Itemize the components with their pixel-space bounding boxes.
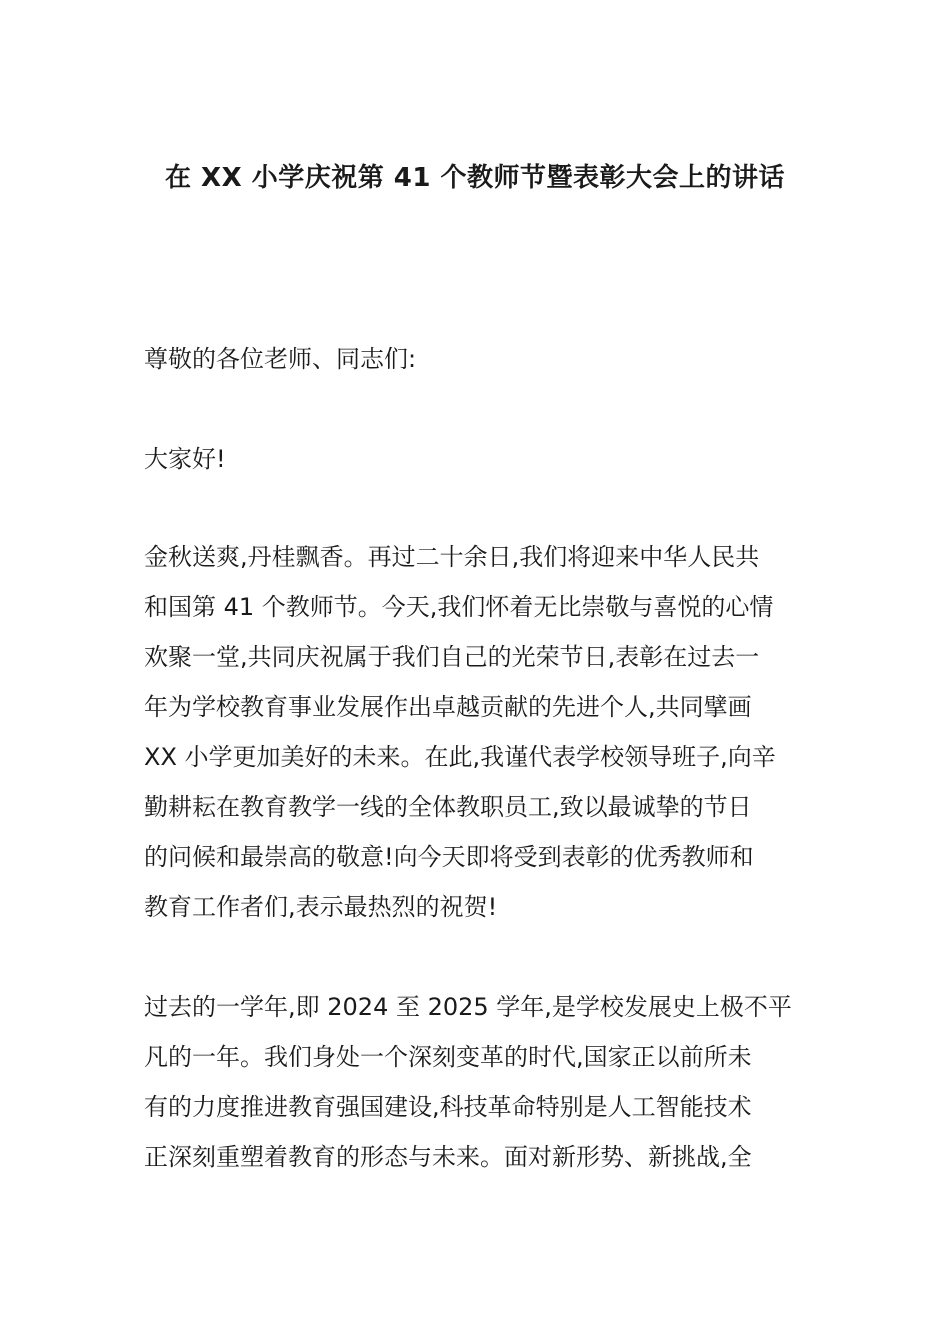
paragraph-line: 年为学校教育事业发展作出卓越贡献的先进个人,共同擘画 [144,693,752,721]
paragraph-line: 勤耕耘在教育教学一线的全体教职员工,致以最诚挚的节日 [144,793,752,821]
greeting-line: 尊敬的各位老师、同志们: [144,345,417,373]
paragraph-line: 和国第 41 个教师节。今天,我们怀着无比崇敬与喜悦的心情 [144,593,774,621]
document-title: 在 XX 小学庆祝第 41 个教师节暨表彰大会上的讲话 [165,163,785,193]
paragraph-line: 凡的一年。我们身处一个深刻变革的时代,国家正以前所未 [144,1043,752,1071]
paragraph-line: 过去的一学年,即 2024 至 2025 学年,是学校发展史上极不平 [144,993,792,1021]
paragraph-2 [144,982,810,1182]
hello-line: 大家好! [144,445,226,473]
paragraph-line: 正深刻重塑着教育的形态与未来。面对新形势、新挑战,全 [144,1143,752,1171]
paragraph-line: XX 小学更加美好的未来。在此,我谨代表学校领导班子,向辛 [144,743,776,771]
paragraph-line: 的问候和最崇高的敬意!向今天即将受到表彰的优秀教师和 [144,843,754,871]
paragraph-1 [144,532,810,932]
paragraph-line: 欢聚一堂,共同庆祝属于我们自己的光荣节日,表彰在过去一 [144,643,760,671]
paragraph-line: 金秋送爽,丹桂飘香。再过二十余日,我们将迎来中华人民共 [144,543,760,571]
paragraph-line: 教育工作者们,表示最热烈的祝贺! [144,893,498,921]
paragraph-line: 有的力度推进教育强国建设,科技革命特别是人工智能技术 [144,1093,752,1121]
